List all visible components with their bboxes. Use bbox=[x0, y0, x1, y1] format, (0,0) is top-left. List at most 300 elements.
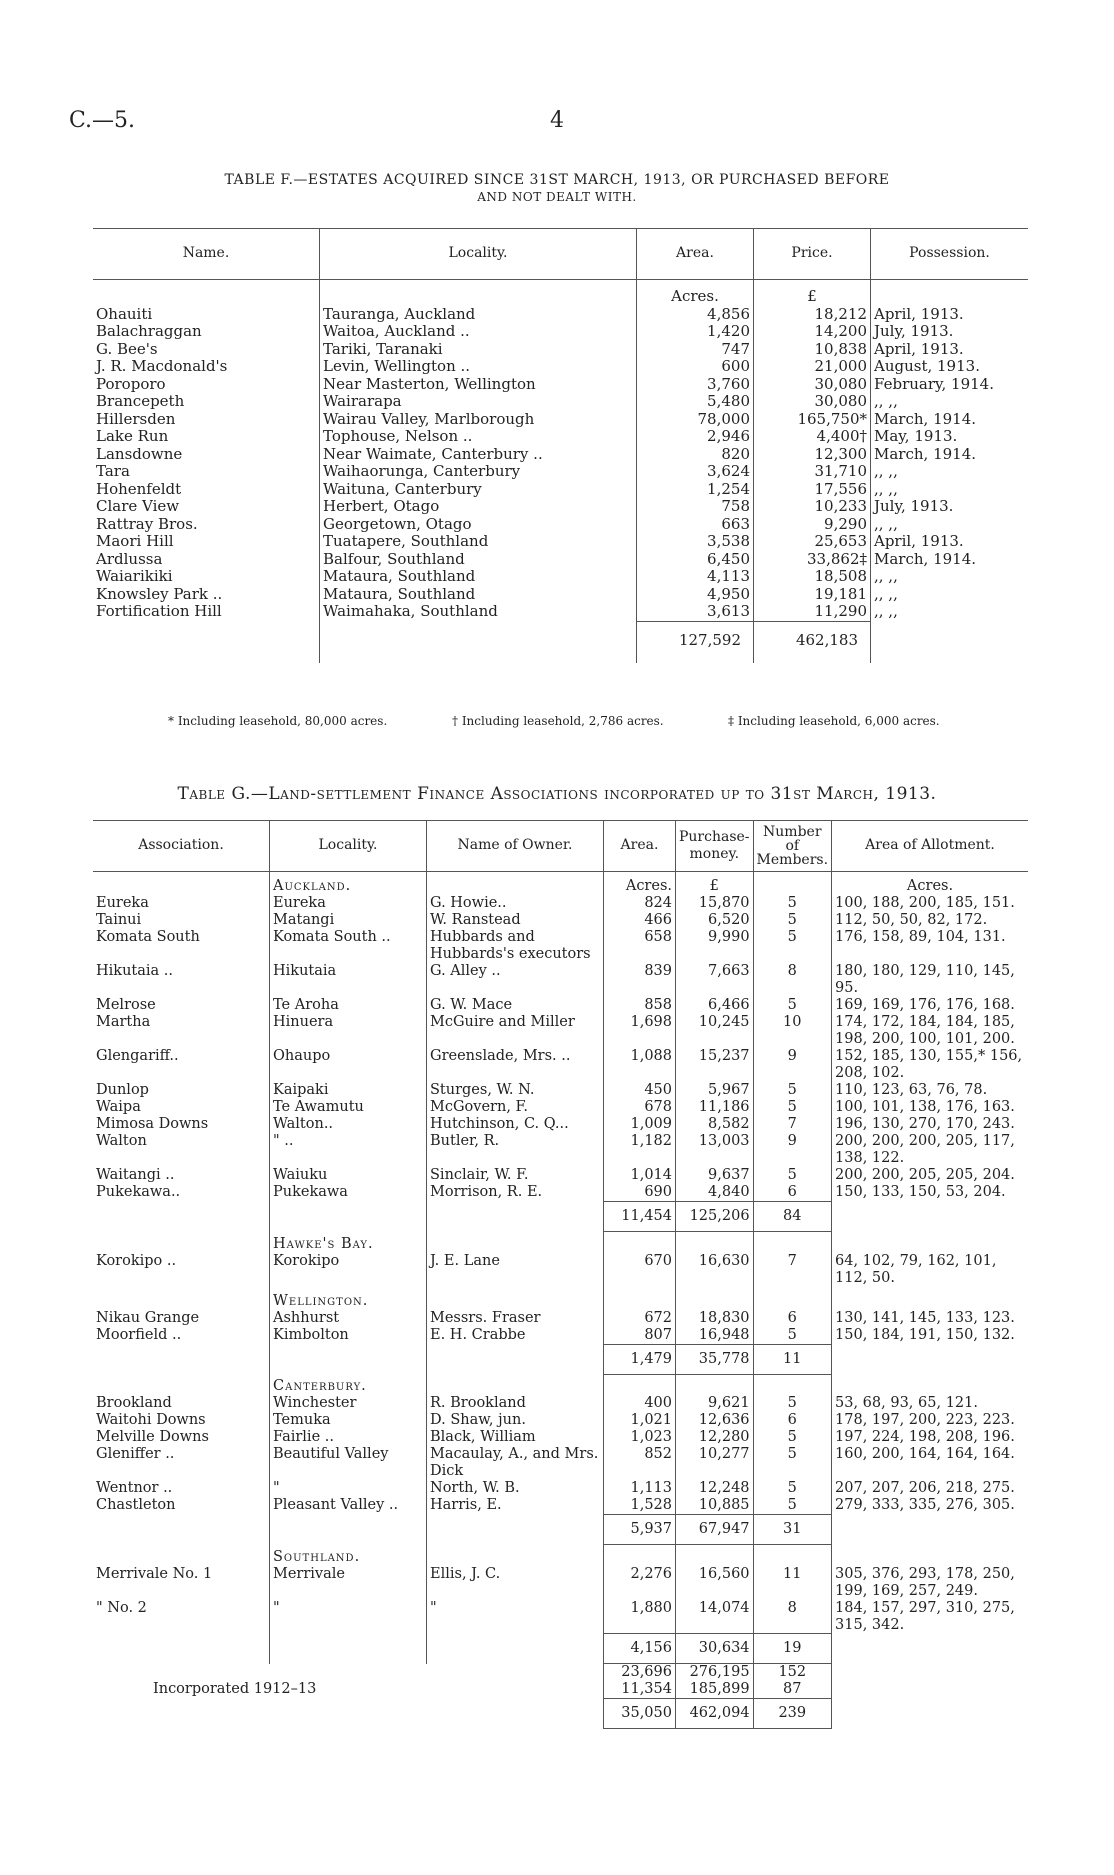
association-locality: Te Awamutu bbox=[270, 1099, 427, 1116]
page-ref: C.—5. bbox=[69, 108, 136, 133]
owner-name: G. Howie.. bbox=[427, 895, 604, 912]
estate-locality: Tophouse, Nelson .. bbox=[320, 428, 637, 446]
region-label: Hawke's Bay. bbox=[270, 1232, 427, 1253]
footnote-1: * Including leasehold, 80,000 acres. bbox=[168, 714, 388, 728]
association-name: Chastleton bbox=[96, 1497, 176, 1513]
estate-locality: Near Waimate, Canterbury .. bbox=[320, 446, 637, 464]
members-value: 9 bbox=[753, 1133, 831, 1167]
region-row bbox=[93, 1287, 1028, 1310]
col-g-locality: Locality. bbox=[270, 821, 427, 872]
estate-locality: Mataura, Southland bbox=[320, 586, 637, 604]
estate-name: Poroporo bbox=[96, 374, 166, 393]
estate-possession: July, 1913. bbox=[871, 323, 1029, 341]
region-row bbox=[93, 1545, 1028, 1566]
owner-name: McGovern, F. bbox=[427, 1099, 604, 1116]
owner-name: Messrs. Fraser bbox=[427, 1310, 604, 1327]
estate-name: Knowsley Park .. bbox=[96, 584, 223, 603]
blank bbox=[270, 1634, 427, 1664]
table-row bbox=[93, 912, 1028, 929]
estate-name: Maori Hill bbox=[96, 532, 174, 550]
blank bbox=[93, 1232, 270, 1253]
table-row bbox=[93, 1099, 1028, 1116]
members-value: 8 bbox=[753, 963, 831, 997]
members-value: 5 bbox=[753, 997, 831, 1014]
table-row bbox=[93, 1167, 1028, 1184]
area-value: 1,880 bbox=[604, 1600, 676, 1634]
table-row bbox=[93, 1600, 1028, 1634]
blank bbox=[832, 1232, 1028, 1253]
money-value: 14,074 bbox=[676, 1600, 754, 1634]
estate-possession: August, 1913. bbox=[871, 358, 1029, 376]
estate-locality: Tariki, Taranaki bbox=[320, 341, 637, 359]
estate-locality: Levin, Wellington .. bbox=[320, 358, 637, 376]
association-name: Eureka bbox=[96, 895, 149, 911]
table-g-title: Table G.—Land-settlement Finance Associations incorporated up to 31st March, 1913. bbox=[177, 784, 937, 804]
estate-price: 31,710 bbox=[754, 463, 871, 481]
estate-name: Lake Run bbox=[96, 427, 169, 445]
members-value: 5 bbox=[753, 1429, 831, 1446]
members-value: 9 bbox=[753, 1048, 831, 1082]
area-value: 1,528 bbox=[604, 1497, 676, 1515]
association-locality: Fairlie .. bbox=[270, 1429, 427, 1446]
estate-area: 3,538 bbox=[637, 533, 754, 551]
table-row bbox=[93, 428, 1028, 446]
association-name: Waitohi Downs bbox=[96, 1412, 206, 1428]
blank bbox=[320, 621, 637, 663]
subtotal-row bbox=[93, 1515, 1028, 1545]
unit-money: £ bbox=[676, 872, 754, 896]
association-locality: Ohaupo bbox=[270, 1048, 427, 1082]
col-locality: Locality. bbox=[320, 229, 637, 280]
estate-area: 600 bbox=[637, 358, 754, 376]
subtotal-row bbox=[93, 1634, 1028, 1664]
association-locality: Kimbolton bbox=[270, 1327, 427, 1345]
subtotal-money: 30,634 bbox=[676, 1634, 754, 1664]
table-row bbox=[93, 603, 1028, 621]
owner-name: Sturges, W. N. bbox=[427, 1082, 604, 1099]
owner-name: Sinclair, W. F. bbox=[427, 1167, 604, 1184]
table-row bbox=[93, 1446, 1028, 1480]
table-row bbox=[93, 997, 1028, 1014]
subtotal-area: 11,454 bbox=[604, 1202, 676, 1232]
grand-total-row bbox=[93, 1699, 1028, 1729]
money-value: 6,466 bbox=[676, 997, 754, 1014]
table-row bbox=[93, 1310, 1028, 1327]
owner-name: Greenslade, Mrs. .. bbox=[427, 1048, 604, 1082]
estate-name: Clare View bbox=[96, 497, 180, 515]
blank bbox=[604, 1374, 676, 1395]
area-value: 1,113 bbox=[604, 1480, 676, 1497]
owner-name: W. Ranstead bbox=[427, 912, 604, 929]
owner-name: Morrison, R. E. bbox=[427, 1184, 604, 1202]
units-row bbox=[93, 872, 1028, 896]
money-value: 4,840 bbox=[676, 1184, 754, 1202]
table-g bbox=[93, 820, 1028, 1729]
col-price: Price. bbox=[754, 229, 871, 280]
estate-area: 5,480 bbox=[637, 393, 754, 411]
money-value: 15,237 bbox=[676, 1048, 754, 1082]
blank bbox=[676, 1287, 754, 1310]
allotment-value: 160, 200, 164, 164, 164. bbox=[832, 1446, 1028, 1480]
col-area: Area. bbox=[637, 229, 754, 280]
association-name: Gleniffer .. bbox=[96, 1446, 175, 1462]
members-value: 10 bbox=[753, 1014, 831, 1048]
area-value: 400 bbox=[604, 1395, 676, 1412]
money-value: 6,520 bbox=[676, 912, 754, 929]
estate-name: Tara bbox=[96, 462, 130, 480]
table-row bbox=[93, 446, 1028, 464]
estate-area: 2,946 bbox=[637, 428, 754, 446]
association-name: Waitangi .. bbox=[96, 1167, 175, 1183]
allotment-value: 180, 180, 129, 110, 145, 95. bbox=[832, 963, 1028, 997]
estate-name: Waiarikiki bbox=[96, 567, 173, 585]
allotment-value: 196, 130, 270, 170, 243. bbox=[832, 1116, 1028, 1133]
table-row bbox=[93, 411, 1028, 429]
area-value: 839 bbox=[604, 963, 676, 997]
blank bbox=[427, 1344, 604, 1374]
association-locality: Merrivale bbox=[270, 1566, 427, 1600]
table-row bbox=[93, 1133, 1028, 1167]
summary-label bbox=[93, 1699, 604, 1729]
association-locality: Kaipaki bbox=[270, 1082, 427, 1099]
estate-name: Fortification Hill bbox=[96, 602, 222, 620]
estate-area: 1,254 bbox=[637, 481, 754, 499]
table-f-title bbox=[0, 172, 1114, 204]
blank bbox=[93, 1374, 270, 1395]
association-name: Merrivale No. 1 bbox=[96, 1565, 213, 1582]
association-locality: Beautiful Valley bbox=[270, 1446, 427, 1480]
col-allotment: Area of Allotment. bbox=[832, 821, 1028, 872]
summary-area: 11,354 bbox=[604, 1681, 676, 1699]
estate-price: 18,212 bbox=[754, 306, 871, 324]
blank bbox=[832, 1681, 1028, 1699]
summary-label bbox=[93, 1664, 604, 1682]
owner-name: R. Brookland bbox=[427, 1395, 604, 1412]
col-money: Purchase-money. bbox=[676, 821, 754, 872]
allotment-value: 64, 102, 79, 162, 101, 112, 50. bbox=[832, 1253, 1028, 1287]
members-value: 7 bbox=[753, 1116, 831, 1133]
money-value: 9,990 bbox=[676, 929, 754, 963]
table-row bbox=[93, 376, 1028, 394]
members-value: 5 bbox=[753, 1480, 831, 1497]
members-value: 8 bbox=[753, 1600, 831, 1634]
association-name: Melville Downs bbox=[96, 1429, 209, 1445]
table-g-header bbox=[93, 821, 1028, 872]
table-row bbox=[93, 1429, 1028, 1446]
area-value: 1,182 bbox=[604, 1133, 676, 1167]
estate-price: 12,300 bbox=[754, 446, 871, 464]
blank bbox=[427, 1202, 604, 1232]
table-row bbox=[93, 481, 1028, 499]
estate-name: Rattray Bros. bbox=[96, 514, 198, 533]
money-value: 16,560 bbox=[676, 1566, 754, 1600]
estate-possession: ,, ,, bbox=[871, 516, 1029, 534]
table-row bbox=[93, 963, 1028, 997]
owner-name: Black, William bbox=[427, 1429, 604, 1446]
area-value: 2,276 bbox=[604, 1566, 676, 1600]
allotment-value: 279, 333, 335, 276, 305. bbox=[832, 1497, 1028, 1515]
estate-possession: March, 1914. bbox=[871, 411, 1029, 429]
allotment-value: 200, 200, 205, 205, 204. bbox=[832, 1167, 1028, 1184]
table-row bbox=[93, 1395, 1028, 1412]
estate-name: Ohauiti bbox=[96, 304, 153, 323]
money-value: 9,621 bbox=[676, 1395, 754, 1412]
area-value: 658 bbox=[604, 929, 676, 963]
money-value: 13,003 bbox=[676, 1133, 754, 1167]
members-value: 11 bbox=[753, 1566, 831, 1600]
blank bbox=[753, 1545, 831, 1566]
money-value: 12,636 bbox=[676, 1412, 754, 1429]
estate-price: 21,000 bbox=[754, 358, 871, 376]
members-value: 5 bbox=[753, 895, 831, 912]
table-row bbox=[93, 1082, 1028, 1099]
members-value: 5 bbox=[753, 929, 831, 963]
blank bbox=[93, 1287, 270, 1310]
region-label: Southland. bbox=[270, 1545, 427, 1566]
subtotal-area: 4,156 bbox=[604, 1634, 676, 1664]
allotment-value: 197, 224, 198, 208, 196. bbox=[832, 1429, 1028, 1446]
allotment-value: 53, 68, 93, 65, 121. bbox=[832, 1395, 1028, 1412]
total-price: 462,183 bbox=[754, 621, 871, 663]
estate-possession: July, 1913. bbox=[871, 498, 1029, 516]
owner-name: E. H. Crabbe bbox=[427, 1327, 604, 1345]
summary-label: Incorporated 1912–13 bbox=[153, 1681, 317, 1697]
money-value: 10,885 bbox=[676, 1497, 754, 1515]
subtotal-money: 125,206 bbox=[676, 1202, 754, 1232]
members-value: 5 bbox=[753, 1497, 831, 1515]
blank bbox=[832, 1699, 1028, 1729]
money-value: 12,280 bbox=[676, 1429, 754, 1446]
estate-possession: ,, ,, bbox=[871, 603, 1029, 621]
subtotal-row bbox=[93, 1202, 1028, 1232]
estate-price: 30,080 bbox=[754, 376, 871, 394]
allotment-value: 184, 157, 297, 310, 275, 315, 342. bbox=[832, 1600, 1028, 1634]
blank bbox=[93, 1634, 270, 1664]
estate-locality: Georgetown, Otago bbox=[320, 516, 637, 534]
money-value: 16,630 bbox=[676, 1253, 754, 1287]
table-row bbox=[93, 1412, 1028, 1429]
blank bbox=[604, 1545, 676, 1566]
blank bbox=[832, 1634, 1028, 1664]
table-row bbox=[93, 1014, 1028, 1048]
estate-area: 747 bbox=[637, 341, 754, 359]
money-value: 15,870 bbox=[676, 895, 754, 912]
unit-price: £ bbox=[754, 280, 871, 306]
totals-row bbox=[93, 621, 1028, 663]
allotment-value: 305, 376, 293, 178, 250, 199, 169, 257, 249. bbox=[832, 1566, 1028, 1600]
allotment-value: 178, 197, 200, 223, 223. bbox=[832, 1412, 1028, 1429]
estate-area: 6,450 bbox=[637, 551, 754, 569]
summary-row bbox=[93, 1664, 1028, 1682]
blank bbox=[270, 1515, 427, 1545]
owner-name: D. Shaw, jun. bbox=[427, 1412, 604, 1429]
units-row bbox=[93, 280, 1028, 306]
estate-name: Lansdowne bbox=[96, 444, 183, 463]
estate-price: 14,200 bbox=[754, 323, 871, 341]
estate-possession: April, 1913. bbox=[871, 341, 1029, 359]
allotment-value: 130, 141, 145, 133, 123. bbox=[832, 1310, 1028, 1327]
estate-locality: Wairau Valley, Marlborough bbox=[320, 411, 637, 429]
table-row bbox=[93, 341, 1028, 359]
area-value: 1,698 bbox=[604, 1014, 676, 1048]
estate-possession: ,, ,, bbox=[871, 393, 1029, 411]
table-row bbox=[93, 1048, 1028, 1082]
association-locality: Pleasant Valley .. bbox=[270, 1497, 427, 1515]
association-locality: Hinuera bbox=[270, 1014, 427, 1048]
owner-name: Butler, R. bbox=[427, 1133, 604, 1167]
association-locality: Matangi bbox=[270, 912, 427, 929]
blank bbox=[427, 1232, 604, 1253]
summary-area: 35,050 bbox=[604, 1699, 676, 1729]
table-row bbox=[93, 498, 1028, 516]
estate-possession: ,, ,, bbox=[871, 481, 1029, 499]
owner-name: Macaulay, A., and Mrs. Dick bbox=[427, 1446, 604, 1480]
money-value: 10,245 bbox=[676, 1014, 754, 1048]
estate-area: 3,624 bbox=[637, 463, 754, 481]
area-value: 1,014 bbox=[604, 1167, 676, 1184]
subtotal-money: 35,778 bbox=[676, 1344, 754, 1374]
subtotal-area: 1,479 bbox=[604, 1344, 676, 1374]
subtotal-row bbox=[93, 1344, 1028, 1374]
table-row bbox=[93, 1480, 1028, 1497]
blank bbox=[832, 1344, 1028, 1374]
estate-area: 3,613 bbox=[637, 603, 754, 621]
allotment-value: 150, 184, 191, 150, 132. bbox=[832, 1327, 1028, 1345]
col-g-area: Area. bbox=[604, 821, 676, 872]
area-value: 807 bbox=[604, 1327, 676, 1345]
association-locality: Komata South .. bbox=[270, 929, 427, 963]
members-value: 5 bbox=[753, 1082, 831, 1099]
summary-members: 87 bbox=[753, 1681, 831, 1699]
subtotal-area: 5,937 bbox=[604, 1515, 676, 1545]
owner-name: G. Alley .. bbox=[427, 963, 604, 997]
area-value: 858 bbox=[604, 997, 676, 1014]
table-row bbox=[93, 1184, 1028, 1202]
association-locality: Temuka bbox=[270, 1412, 427, 1429]
estate-price: 25,653 bbox=[754, 533, 871, 551]
association-name: Pukekawa.. bbox=[96, 1184, 181, 1200]
association-name: Walton bbox=[96, 1133, 147, 1149]
association-locality: " .. bbox=[270, 1133, 427, 1167]
members-value: 7 bbox=[753, 1253, 831, 1287]
allotment-value: 100, 188, 200, 185, 151. bbox=[832, 895, 1028, 912]
blank bbox=[427, 1515, 604, 1545]
estate-name: G. Bee's bbox=[96, 339, 158, 358]
estate-name: Balachraggan bbox=[96, 322, 202, 340]
association-name: Wentnor .. bbox=[96, 1480, 173, 1496]
members-value: 5 bbox=[753, 912, 831, 929]
summary-area: 23,696 bbox=[604, 1664, 676, 1682]
blank bbox=[93, 1515, 270, 1545]
association-name: Brookland bbox=[96, 1395, 172, 1411]
area-value: 450 bbox=[604, 1082, 676, 1099]
table-f bbox=[93, 228, 1028, 663]
allotment-value: 110, 123, 63, 76, 78. bbox=[832, 1082, 1028, 1099]
members-value: 5 bbox=[753, 1099, 831, 1116]
owner-name: Hubbards and Hubbards's executors bbox=[427, 929, 604, 963]
blank bbox=[753, 872, 831, 896]
estate-price: 9,290 bbox=[754, 516, 871, 534]
estate-price: 30,080 bbox=[754, 393, 871, 411]
estate-locality: Tauranga, Auckland bbox=[320, 306, 637, 324]
estate-possession: April, 1913. bbox=[871, 533, 1029, 551]
area-value: 1,088 bbox=[604, 1048, 676, 1082]
members-value: 5 bbox=[753, 1167, 831, 1184]
allotment-value: 152, 185, 130, 155,* 156, 208, 102. bbox=[832, 1048, 1028, 1082]
unit-area: Acres. bbox=[604, 872, 676, 896]
table-row bbox=[93, 1497, 1028, 1515]
estate-possession: ,, ,, bbox=[871, 568, 1029, 586]
estate-possession: May, 1913. bbox=[871, 428, 1029, 446]
estate-price: 33,862‡ bbox=[754, 551, 871, 569]
owner-name: G. W. Mace bbox=[427, 997, 604, 1014]
estate-area: 4,856 bbox=[637, 306, 754, 324]
blank bbox=[93, 1344, 270, 1374]
summary-members: 239 bbox=[753, 1699, 831, 1729]
association-name: Melrose bbox=[96, 997, 156, 1013]
table-f-title-line2: AND NOT DEALT WITH. bbox=[477, 190, 637, 204]
table-row bbox=[93, 463, 1028, 481]
col-possession: Possession. bbox=[871, 229, 1029, 280]
money-value: 18,830 bbox=[676, 1310, 754, 1327]
association-locality: " bbox=[270, 1600, 427, 1634]
estate-price: 4,400† bbox=[754, 428, 871, 446]
owner-name: Harris, E. bbox=[427, 1497, 604, 1515]
table-row bbox=[93, 568, 1028, 586]
area-value: 1,009 bbox=[604, 1116, 676, 1133]
summary-row bbox=[93, 1681, 1028, 1699]
owner-name: Ellis, J. C. bbox=[427, 1566, 604, 1600]
region-row bbox=[93, 1374, 1028, 1395]
blank bbox=[604, 1287, 676, 1310]
blank bbox=[427, 1374, 604, 1395]
money-value: 8,582 bbox=[676, 1116, 754, 1133]
allotment-value: 176, 158, 89, 104, 131. bbox=[832, 929, 1028, 963]
area-value: 852 bbox=[604, 1446, 676, 1480]
area-value: 670 bbox=[604, 1253, 676, 1287]
association-name: Waipa bbox=[96, 1099, 141, 1115]
footnote-2: † Including leasehold, 2,786 acres. bbox=[452, 714, 664, 728]
region-label: Auckland. bbox=[270, 872, 427, 896]
estate-name: Hillersden bbox=[96, 409, 176, 428]
blank bbox=[871, 621, 1029, 663]
page-number: 4 bbox=[550, 108, 564, 133]
estate-possession: March, 1914. bbox=[871, 551, 1029, 569]
allotment-value: 150, 133, 150, 53, 204. bbox=[832, 1184, 1028, 1202]
region-label: Wellington. bbox=[270, 1287, 427, 1310]
members-value: 6 bbox=[753, 1184, 831, 1202]
blank bbox=[832, 1545, 1028, 1566]
footnote-3: ‡ Including leasehold, 6,000 acres. bbox=[728, 714, 940, 728]
estate-possession: ,, ,, bbox=[871, 586, 1029, 604]
estate-possession: April, 1913. bbox=[871, 306, 1029, 324]
members-value: 5 bbox=[753, 1395, 831, 1412]
estate-name: Ardlussa bbox=[96, 549, 163, 568]
table-row bbox=[93, 393, 1028, 411]
subtotal-money: 67,947 bbox=[676, 1515, 754, 1545]
table-row bbox=[93, 895, 1028, 912]
estate-locality: Wairarapa bbox=[320, 393, 637, 411]
members-value: 6 bbox=[753, 1310, 831, 1327]
members-value: 6 bbox=[753, 1412, 831, 1429]
estate-area: 78,000 bbox=[637, 411, 754, 429]
association-name: Tainui bbox=[96, 912, 142, 928]
blank bbox=[832, 1515, 1028, 1545]
estate-area: 1,420 bbox=[637, 323, 754, 341]
estate-area: 663 bbox=[637, 516, 754, 534]
estate-locality: Waimahaka, Southland bbox=[320, 603, 637, 621]
blank bbox=[676, 1545, 754, 1566]
